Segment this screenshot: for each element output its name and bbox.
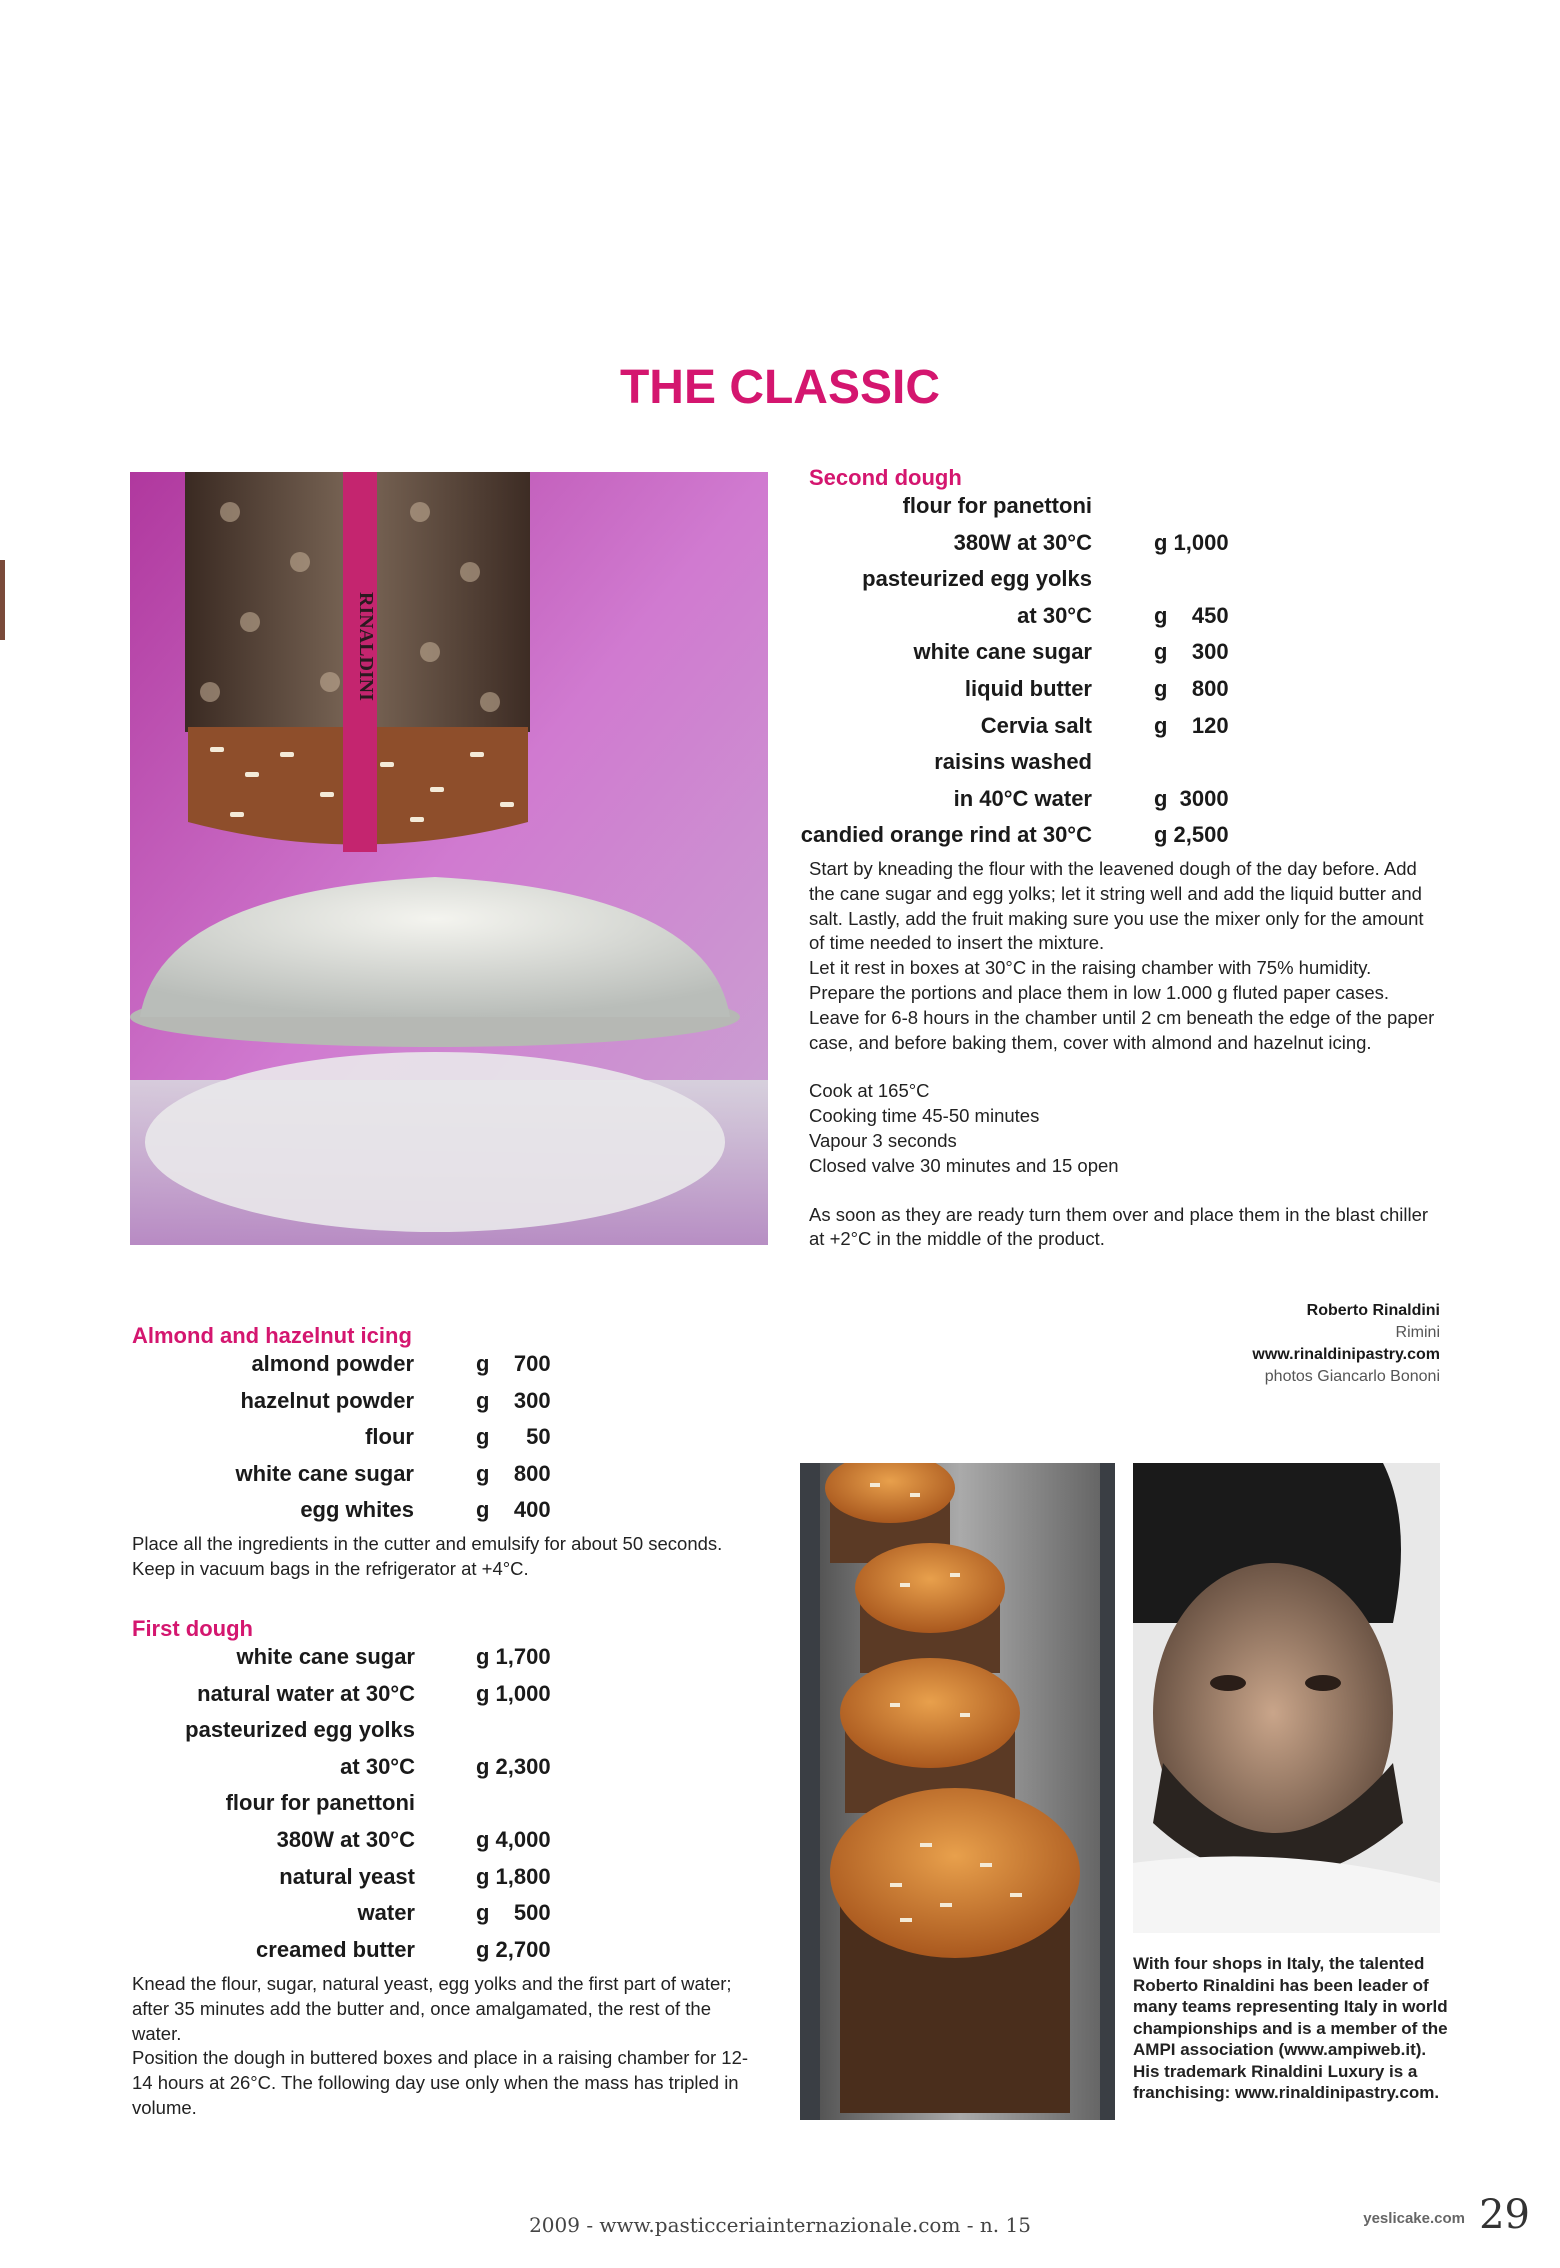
ingredient-row — [132, 1749, 551, 1786]
ingredient-name: egg whites — [300, 1497, 414, 1523]
ingredient-name: in 40°C water — [953, 785, 1092, 811]
ingredient-row — [760, 671, 1229, 708]
author-credit — [1252, 1300, 1440, 1388]
ingredient-qty: g 450 — [1154, 602, 1229, 628]
ingredient-qty: g 1,700 — [476, 1644, 551, 1669]
ingredient-name: white cane sugar — [235, 1460, 414, 1486]
cooking-line: Cook at 165°C — [809, 1080, 930, 1102]
method-paragraph: Place all the ingredients in the cutter and emulsify for about 50 seconds. Keep in vacuum bags in the refrigerator at +4°C. — [132, 1533, 723, 1579]
ingredient-row — [132, 1346, 551, 1383]
ingredient-name: liquid butter — [964, 675, 1092, 701]
first-dough-ingredients — [132, 1639, 551, 1968]
ingredient-qty: g 3000 — [1154, 785, 1229, 811]
icing-method — [132, 1532, 764, 1582]
ingredient-row — [760, 561, 1229, 598]
ingredient-name: candied orange rind at 30°C — [800, 822, 1092, 848]
ingredient-row — [132, 1456, 551, 1493]
chef-caption: With four shops in Italy, the talented Roberto Rinaldini has been leader of many teams representing Italy in world championships and is a member of the AMPI association (www.ampiweb.it). His trademark Rinaldini Luxury is a franchising: www.rinaldinipastry.com. — [1133, 1954, 1448, 2102]
page-footer: 2009 - www.pasticceriainternazionale.com - n. 15 — [529, 2213, 1031, 2237]
ingredient-row — [132, 1676, 551, 1713]
ingredient-qty: g 700 — [476, 1351, 551, 1376]
ingredient-row — [132, 1419, 551, 1456]
page-edge-mark — [0, 560, 5, 640]
author-name: Roberto Rinaldini — [1306, 1302, 1440, 1319]
ingredient-name: flour for panettoni — [902, 493, 1092, 518]
first-dough-method — [132, 1972, 764, 2121]
second-dough-ingredients — [760, 488, 1229, 854]
ingredient-qty: g 120 — [1154, 712, 1229, 738]
method-paragraph: Let it rest in boxes at 30°C in the raising chamber with 75% humidity. Prepare the portions and place them in low 1.000 g fluted paper cases. Leave for 6-8 hours in the chamber until 2 cm beneath the edge of the paper case, and before baking them, cover with almond and hazelnut icing. — [809, 957, 1435, 1053]
first-dough-heading: First dough — [132, 1616, 253, 1641]
ingredient-row — [132, 1492, 551, 1529]
ingredient-row — [132, 1639, 551, 1676]
ingredient-name: white cane sugar — [913, 639, 1092, 665]
ingredient-row — [760, 781, 1229, 818]
ingredient-name: raisins washed — [934, 749, 1092, 775]
ingredient-qty: g 4,000 — [476, 1826, 551, 1852]
ingredient-row — [760, 488, 1229, 525]
author-city: Rimini — [1395, 1324, 1440, 1341]
cooking-line: Vapour 3 seconds — [809, 1129, 957, 1151]
ingredient-name: natural water at 30°C — [197, 1680, 415, 1706]
page-number: 29 — [1479, 2192, 1530, 2238]
ingredient-qty: g 800 — [1154, 675, 1229, 701]
ingredient-row — [760, 634, 1229, 671]
ingredient-qty: g 300 — [1154, 639, 1229, 665]
ingredient-row — [760, 598, 1229, 635]
ingredient-qty: g 1,800 — [476, 1863, 551, 1889]
ingredient-name: pasteurized egg yolks — [185, 1717, 415, 1743]
second-dough-method — [809, 857, 1441, 1252]
page-title: THE CLASSIC — [619, 361, 940, 414]
ingredient-qty: g 2,700 — [476, 1936, 551, 1962]
method-paragraph: Knead the flour, sugar, natural yeast, egg yolks and the first part of water; after 35 minutes add the butter and, once amalgamated, the rest of the water. — [132, 1973, 732, 2044]
icing-ingredients — [132, 1346, 551, 1529]
ingredient-name: Cervia salt — [980, 712, 1092, 738]
watermark: yeslicake.com — [1363, 2210, 1465, 2227]
ingredient-name: 380W at 30°C — [276, 1826, 415, 1852]
ingredient-row — [132, 1383, 551, 1420]
ingredient-row — [760, 744, 1229, 781]
ingredient-qty: g 300 — [476, 1387, 551, 1413]
ingredient-qty: g 50 — [476, 1424, 551, 1450]
ingredient-row — [760, 708, 1229, 745]
cooking-line: Closed valve 30 minutes and 15 open — [809, 1154, 1119, 1176]
band-label: RINALDINI — [355, 592, 377, 701]
ingredient-row — [760, 525, 1229, 562]
ingredient-name: flour — [365, 1424, 414, 1450]
cooking-line: Cooking time 45-50 minutes — [809, 1105, 1040, 1127]
ingredient-row — [132, 1712, 551, 1749]
ingredient-row — [132, 1822, 551, 1859]
ingredient-row — [132, 1932, 551, 1969]
ingredient-name: water — [357, 1900, 415, 1926]
ingredient-row — [760, 817, 1229, 854]
ingredient-qty: g 2,300 — [476, 1753, 551, 1779]
ingredient-name: hazelnut powder — [240, 1387, 414, 1413]
second-dough-heading: Second dough — [809, 465, 962, 490]
panettoni-row-photo — [800, 1463, 1115, 2120]
icing-heading: Almond and hazelnut icing — [132, 1323, 412, 1348]
ingredient-row — [132, 1895, 551, 1932]
ingredient-row — [132, 1785, 551, 1822]
method-paragraph: Start by kneading the flour with the leavened dough of the day before. Add the cane sugar and egg yolks; let it string well and add the liquid butter and salt. Lastly, add the fruit making sure you use the mixer only for the amount of time needed to insert the mixture. — [809, 858, 1424, 954]
ingredient-name: at 30°C — [1017, 602, 1092, 628]
photo-credit: photos Giancarlo Bononi — [1264, 1368, 1440, 1385]
panettone-photo — [130, 472, 768, 1245]
ingredient-name: white cane sugar — [236, 1644, 415, 1669]
ingredient-qty: g 2,500 — [1154, 822, 1229, 848]
ingredient-qty: g 1,000 — [1154, 529, 1229, 555]
ingredient-row — [132, 1859, 551, 1896]
ingredient-name: natural yeast — [279, 1863, 415, 1889]
ingredient-name: pasteurized egg yolks — [862, 566, 1092, 592]
ingredient-name: 380W at 30°C — [953, 529, 1092, 555]
method-paragraph: As soon as they are ready turn them over and place them in the blast chiller at +2°C in the middle of the product. — [809, 1203, 1429, 1250]
ingredient-qty: g 800 — [476, 1460, 551, 1486]
ingredient-name: creamed butter — [256, 1936, 415, 1962]
ingredient-qty: g 1,000 — [476, 1680, 551, 1706]
ingredient-name: flour for panettoni — [225, 1790, 415, 1816]
chef-portrait-photo — [1133, 1463, 1440, 1933]
method-paragraph: Position the dough in buttered boxes and place in a raising chamber for 12-14 hours at 26°C. The following day use only when the mass has tripled in volume. — [132, 2047, 749, 2118]
ingredient-qty: g 500 — [476, 1900, 551, 1926]
author-website: www.rinaldinipastry.com — [1252, 1346, 1440, 1363]
ingredient-qty: g 400 — [476, 1497, 551, 1523]
ingredient-name: almond powder — [251, 1351, 414, 1376]
ingredient-name: at 30°C — [340, 1753, 415, 1779]
